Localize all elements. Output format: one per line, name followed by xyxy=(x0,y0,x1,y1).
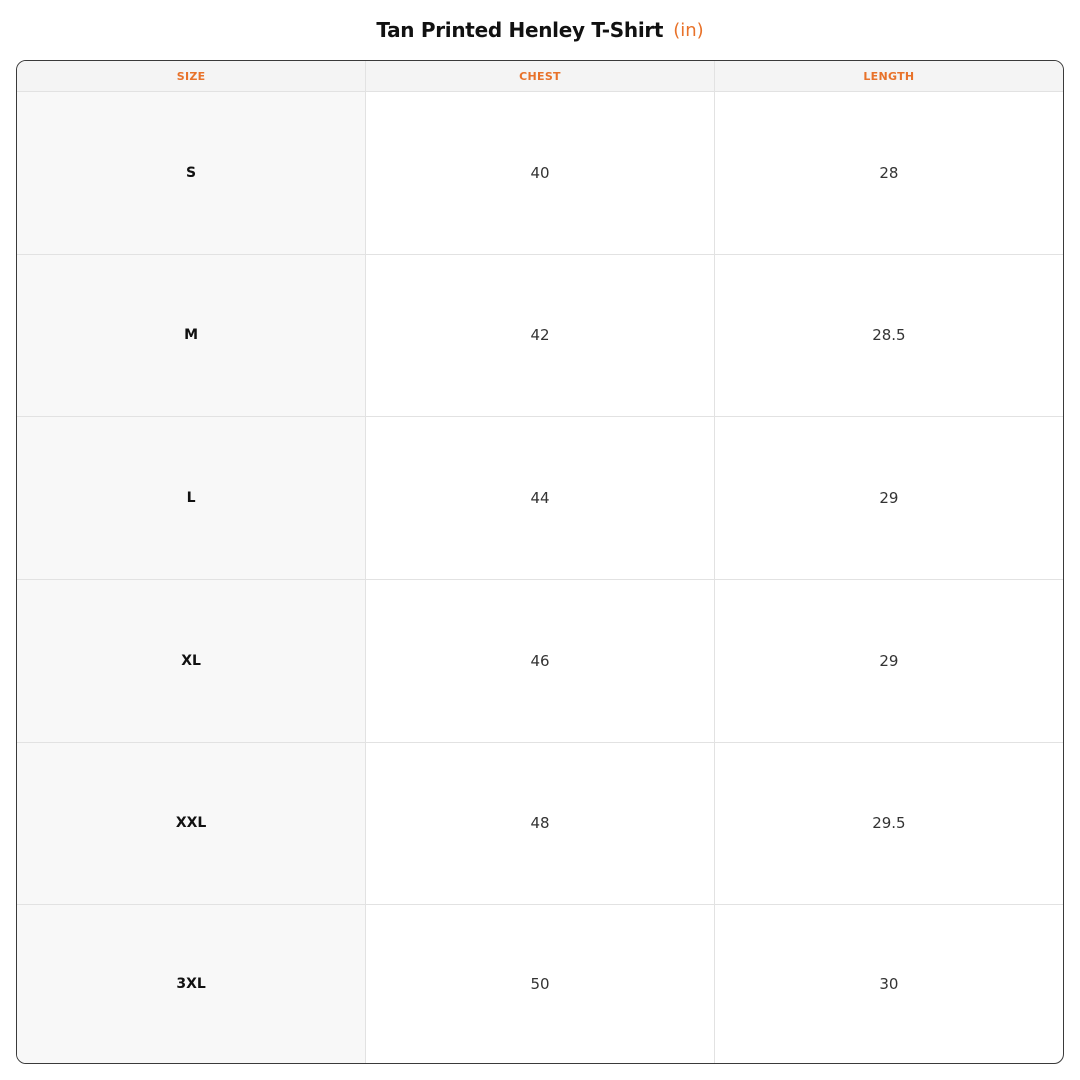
chest-cell: 48 xyxy=(366,742,715,905)
column-header-size: SIZE xyxy=(17,61,366,92)
size-cell: M xyxy=(17,254,366,417)
column-header-chest: CHEST xyxy=(366,61,715,92)
table-row xyxy=(17,417,1063,580)
table-row xyxy=(17,92,1063,255)
chest-cell: 44 xyxy=(366,417,715,580)
length-cell: 29 xyxy=(714,579,1063,742)
length-cell: 29 xyxy=(714,417,1063,580)
size-cell: L xyxy=(17,417,366,580)
size-cell: XL xyxy=(17,579,366,742)
table-row xyxy=(17,254,1063,417)
table-row xyxy=(17,905,1063,1063)
chest-cell: 42 xyxy=(366,254,715,417)
length-cell: 30 xyxy=(879,975,899,994)
unit-label: (in) xyxy=(673,19,704,41)
table-row xyxy=(17,742,1063,905)
size-cell: XXL xyxy=(17,742,366,905)
title-row xyxy=(0,0,1080,60)
size-cell: 3XL xyxy=(17,905,366,1063)
length-cell: 28.5 xyxy=(714,254,1063,417)
chest-cell: 50 xyxy=(366,905,715,1063)
size-cell: S xyxy=(17,92,366,255)
table-header-row xyxy=(17,61,1063,92)
column-header-length: LENGTH xyxy=(714,61,1063,92)
size-chart-table-container xyxy=(16,60,1064,1064)
table-row xyxy=(17,579,1063,742)
chest-cell: 40 xyxy=(366,92,715,255)
chest-cell: 46 xyxy=(366,579,715,742)
product-title: Tan Printed Henley T-Shirt xyxy=(376,18,664,42)
length-cell: 28 xyxy=(714,92,1063,255)
size-chart-table xyxy=(17,61,1063,1063)
length-cell: 29.5 xyxy=(714,742,1063,905)
